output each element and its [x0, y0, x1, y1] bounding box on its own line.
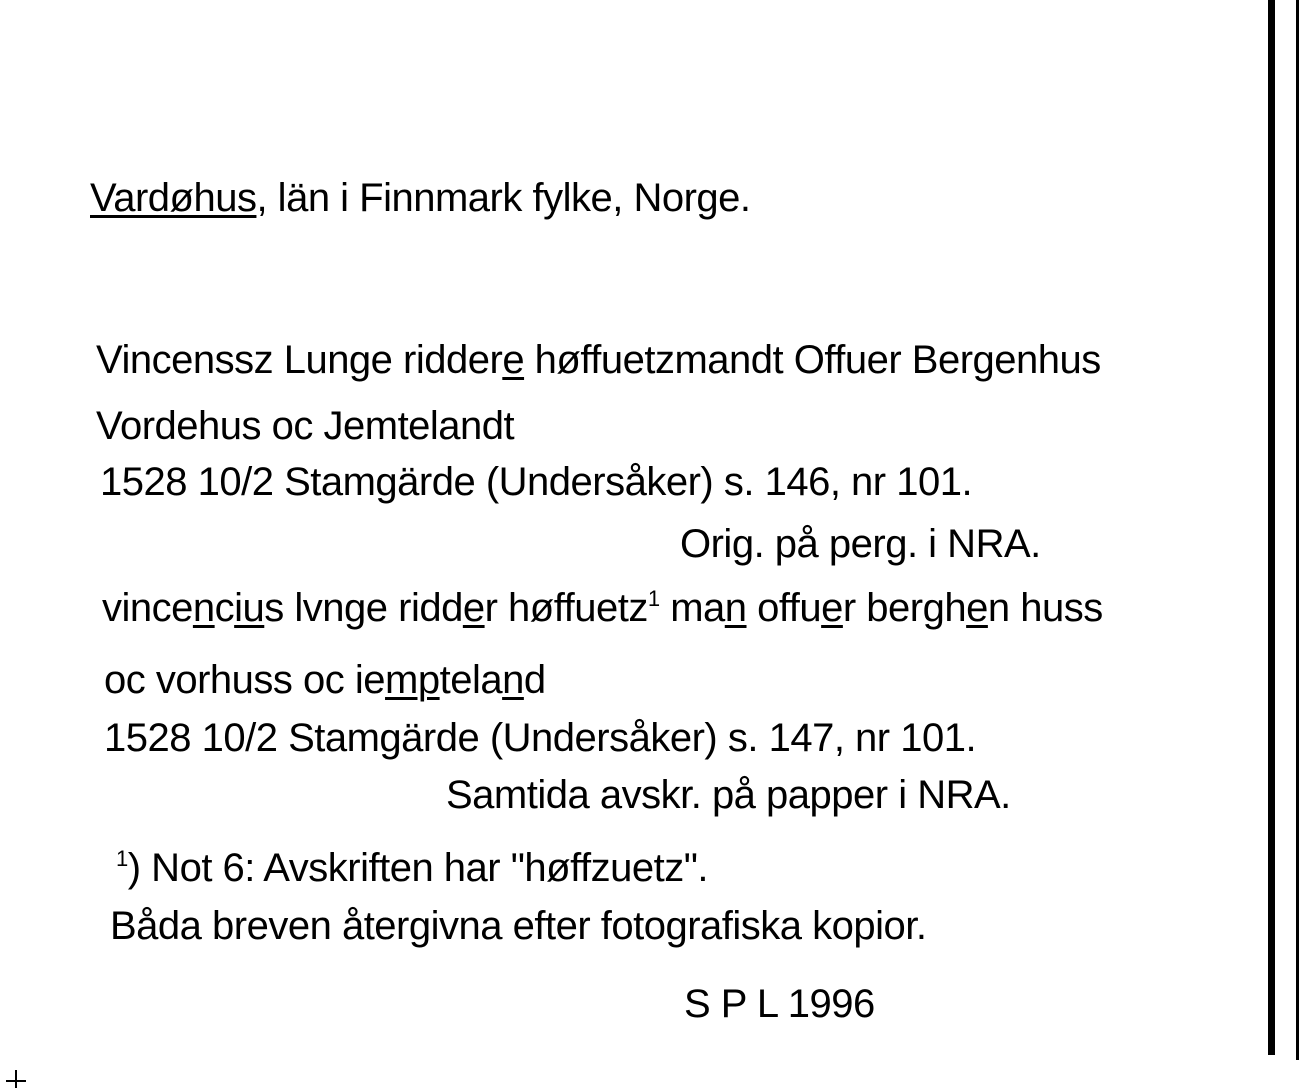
footnote-text: ) Not 6: Avskriften har "høffzuetz". [127, 846, 709, 890]
text-segment: n [724, 586, 747, 630]
text-segment: r høffuetz [484, 586, 648, 630]
footnote-ref: 1 [647, 586, 660, 611]
text-segment: r bergh [842, 586, 967, 630]
registration-mark-icon [4, 1070, 28, 1088]
text-segment: vince [102, 586, 193, 630]
text-segment: s [264, 586, 284, 630]
entry1-line2: Vordehus oc Jemtelandt [96, 404, 515, 448]
entry2-source: Samtida avskr. på papper i NRA. [446, 773, 1011, 817]
text-segment: c [214, 586, 235, 630]
heading-rest: , län i Finnmark fylke, Norge. [256, 176, 751, 220]
place-name: Vardøhus [90, 176, 257, 220]
text-segment: n huss [987, 586, 1103, 630]
entry2-citation: 1528 10/2 Stamgärde (Undersåker) s. 147, nr 101. [104, 716, 977, 760]
entry1-line1: Vincenssz Lunge riddere høffuetzmandt Offuer Bergenhus [96, 338, 1101, 382]
text-segment: iu [234, 586, 265, 630]
document-heading [90, 178, 751, 218]
entry2-line1 [102, 588, 1103, 628]
footnote [116, 848, 708, 888]
entry2-line2 [104, 660, 546, 700]
text-segment: n [502, 658, 524, 702]
text-segment: n [192, 586, 215, 630]
text-segment: tela [439, 658, 503, 702]
text-segment: e [966, 586, 988, 630]
text-segment: d [523, 658, 546, 702]
page-edge-rule [1268, 0, 1275, 1055]
text-segment: ma [659, 586, 725, 630]
signature: S P L 1996 [684, 982, 875, 1026]
footnote-marker: 1 [116, 846, 128, 871]
page-edge-rule-outer [1296, 0, 1299, 1060]
entry1-source: Orig. på perg. i NRA. [680, 522, 1041, 566]
text-segment: e [821, 586, 843, 630]
text-segment: offu [746, 586, 822, 630]
entry1-citation: 1528 10/2 Stamgärde (Undersåker) s. 146, nr 101. [100, 460, 973, 504]
copy-note: Båda breven återgivna efter fotografiska kopior. [110, 904, 927, 948]
text-segment: e [462, 586, 485, 630]
text-segment: lvnge ridd [283, 586, 463, 630]
text-segment: oc vorhuss oc ie [104, 658, 386, 702]
text-segment: mp [385, 658, 440, 702]
